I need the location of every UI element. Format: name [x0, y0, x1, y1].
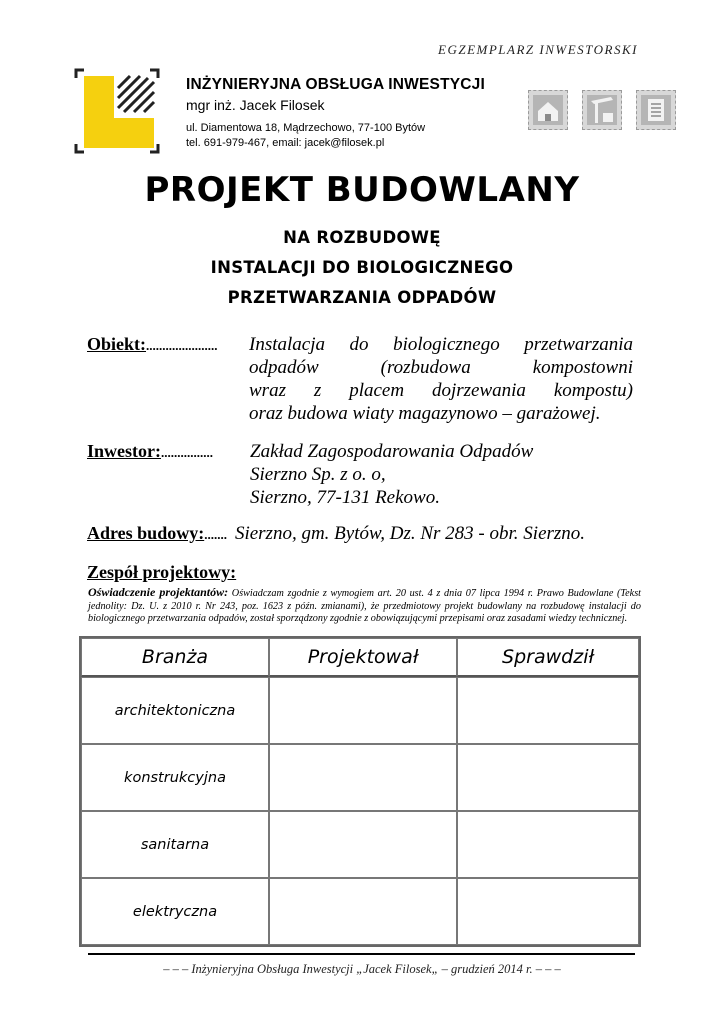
checked-cell — [457, 744, 639, 811]
header-branch: Branża — [81, 638, 269, 677]
header-designed: Projektował — [269, 638, 457, 677]
table-header-row — [81, 638, 639, 677]
company-logo — [74, 68, 160, 154]
crane-icon — [582, 90, 622, 130]
checked-cell — [457, 811, 639, 878]
header-checked: Sprawdził — [457, 638, 639, 677]
investor-line-1: Zakład Zagospodarowania Odpadów — [250, 441, 534, 462]
designed-cell — [269, 811, 457, 878]
checked-cell — [457, 878, 639, 945]
branch-cell: architektoniczna — [81, 677, 269, 744]
object-line-4: oraz budowa wiaty magazynowo – garażowej. — [249, 403, 601, 424]
subtitle-line-2: INSTALACJI DO BIOLOGICZNEGO — [210, 258, 514, 277]
copy-label: EGZEMPLARZ INWESTORSKI — [438, 42, 638, 57]
object-label: Obiekt: — [87, 334, 147, 354]
site-address-dots: ....... — [204, 527, 227, 542]
page-footer: – – – Inżynieryjna Obsługa Inwestycji „Jacek Filosek„ – grudzień 2014 r. – – – — [163, 962, 561, 976]
table-row — [81, 677, 639, 744]
house-icon — [528, 90, 568, 130]
document-icon — [636, 90, 676, 130]
site-address-label: Adres budowy: — [87, 523, 205, 543]
object-field — [87, 334, 218, 355]
team-heading: Zespół projektowy: — [87, 562, 237, 582]
branch-cell: sanitarna — [81, 811, 269, 878]
design-team-table — [79, 636, 641, 947]
designed-cell — [269, 878, 457, 945]
object-line-3: wraz z placem dojrzewania kompostu) — [249, 380, 633, 401]
declaration-lead: Oświadczenie projektantów: — [88, 585, 229, 599]
designers-declaration — [88, 586, 641, 626]
object-line-1: Instalacja do biologicznego przetwarzania — [249, 334, 633, 355]
declaration-text: Oświadczam zgodnie z wymogiem art. 20 ust. 4 z dnia 07 lipca 1994 r. Prawo Budowlane (Tekst jednolity: Dz. U. z 2010 r. Nr 243, poz. 1623 z późn. zmianami), że przedmiotowy projekt budowlany na rozbudowę instalacji do biologicznego przetwarzania odpadów, został sporządzony zgodnie z obowiązującymi przepisami oraz zasadami wiedzy technicznej. — [88, 588, 641, 624]
table-row — [81, 811, 639, 878]
object-line-2: odpadów (rozbudowa kompostowni — [249, 357, 633, 378]
investor-field — [87, 441, 213, 462]
object-dots: ...................... — [146, 338, 218, 353]
branch-cell: elektryczna — [81, 878, 269, 945]
site-address-field — [87, 522, 585, 545]
object-value — [249, 333, 633, 425]
subtitle-line-3: PRZETWARZANIA ODPADÓW — [227, 288, 497, 307]
checked-cell — [457, 677, 639, 744]
branch-cell: konstrukcyjna — [81, 744, 269, 811]
investor-line-3: Sierzno, 77-131 Rekowo. — [250, 487, 440, 508]
investor-line-2: Sierzno Sp. z o. o, — [250, 464, 386, 485]
designed-cell — [269, 744, 457, 811]
document-title: PROJEKT BUDOWLANY — [144, 170, 580, 210]
investor-value — [250, 440, 634, 509]
company-person: mgr inż. Jacek Filosek — [186, 97, 325, 113]
company-name: INŻYNIERYJNA OBSŁUGA INWESTYCJI — [186, 76, 486, 93]
site-address-value: Sierzno, gm. Bytów, Dz. Nr 283 - obr. Sierzno. — [234, 523, 586, 544]
company-address: ul. Diamentowa 18, Mądrzechowo, 77-100 Bytów — [186, 122, 426, 134]
designed-cell — [269, 677, 457, 744]
subtitle-line-1: NA ROZBUDOWĘ — [283, 228, 441, 247]
table-row — [81, 744, 639, 811]
table-row — [81, 878, 639, 945]
investor-dots: ................ — [161, 445, 213, 460]
company-contact: tel. 691-979-467, email: jacek@filosek.pl — [186, 137, 385, 149]
investor-label: Inwestor: — [87, 441, 161, 461]
footer-divider — [88, 953, 635, 955]
